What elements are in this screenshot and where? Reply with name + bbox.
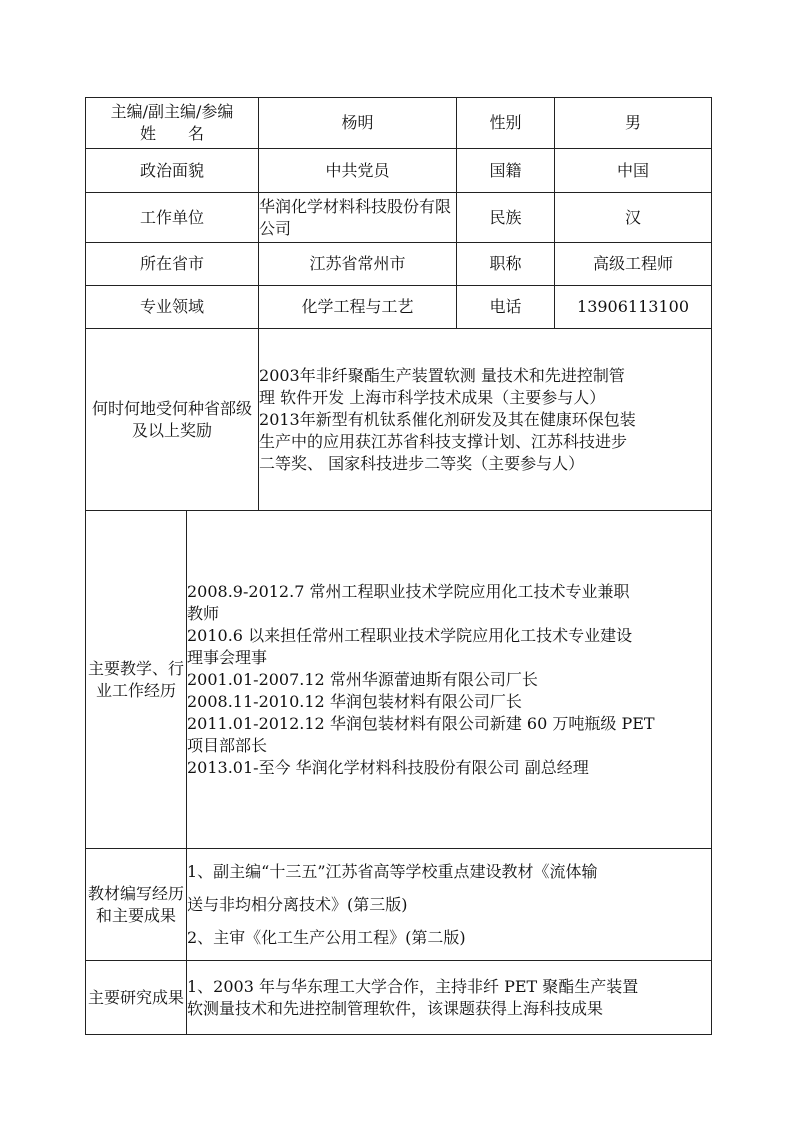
research-row [86, 961, 712, 1035]
experience-line: 理事会理事 [187, 647, 268, 667]
awards-row [86, 329, 712, 511]
experience-line: 2001.01-2007.12 常州华源蕾迪斯有限公司厂长 [187, 669, 538, 689]
ethnicity-label: 民族 [457, 193, 555, 243]
name-label-line2: 姓 名 [140, 124, 205, 143]
political-status-value: 中共党员 [259, 149, 457, 193]
nationality-label: 国籍 [457, 149, 555, 193]
political-status-label: 政治面貌 [86, 149, 259, 193]
experience-content [187, 511, 712, 849]
awards-line: 二等奖、 国家科技进步二等奖（主要参与人） [259, 453, 585, 473]
experience-label: 主要教学、行业工作经历 [86, 511, 187, 849]
experience-line: 2008.11-2010.12 华润包装材料有限公司厂长 [187, 691, 522, 711]
awards-label: 何时何地受何种省部级及以上奖励 [86, 329, 259, 511]
name-row [86, 98, 712, 149]
nationality-value: 中国 [555, 149, 712, 193]
awards-line: 生产中的应用获江苏省科技支撑计划、江苏科技进步 [259, 431, 628, 451]
name-label-line1: 主编/副主编/参编 [110, 102, 234, 121]
experience-line: 2011.01-2012.12 华润包装材料有限公司新建 60 万吨瓶级 PET [187, 713, 655, 733]
awards-line: 2003年非纤聚酯生产装置软测 量技术和先进控制管 [259, 365, 625, 385]
experience-row [86, 511, 712, 849]
experience-line: 2008.9-2012.7 常州工程职业技术学院应用化工技术专业兼职 [187, 581, 630, 601]
textbooks-line: 2、主审《化工生产公用工程》(第二版) [187, 928, 466, 947]
field-value: 化学工程与工艺 [259, 286, 457, 329]
job-title-label: 职称 [457, 243, 555, 286]
textbooks-content [187, 849, 712, 961]
research-label: 主要研究成果 [86, 961, 187, 1035]
experience-line: 项目部部长 [187, 735, 268, 755]
textbooks-line: 1、副主编“十三五”江苏省高等学校重点建设教材《流体输 [187, 862, 598, 881]
location-value: 江苏省常州市 [259, 243, 457, 286]
awards-line: 2013年新型有机钛系催化剂研发及其在健康环保包装 [259, 409, 636, 429]
textbooks-row [86, 849, 712, 961]
phone-value: 13906113100 [555, 286, 712, 329]
textbooks-line: 送与非均相分离技术》(第三版) [187, 895, 408, 914]
name-value: 杨明 [259, 98, 457, 149]
gender-value: 男 [555, 98, 712, 149]
phone-label: 电话 [457, 286, 555, 329]
research-line: 软测量技术和先进控制管理软件，该课题获得上海科技成果 [187, 998, 604, 1018]
awards-line: 理 软件开发 上海市科学技术成果（主要参与人） [259, 387, 606, 407]
political-status-row [86, 149, 712, 193]
gender-label: 性别 [457, 98, 555, 149]
employer-label: 工作单位 [86, 193, 259, 243]
research-content [187, 961, 712, 1035]
employer-row [86, 193, 712, 243]
experience-line: 2013.01-至今 华润化学材料科技股份有限公司 副总经理 [187, 757, 589, 777]
experience-line: 2010.6 以来担任常州工程职业技术学院应用化工技术专业建设 [187, 625, 633, 645]
research-line: 1、2003 年与华东理工大学合作，主持非纤 PET 聚酯生产装置 [187, 976, 639, 996]
ethnicity-value: 汉 [555, 193, 712, 243]
experience-line: 教师 [187, 603, 220, 623]
awards-content [259, 329, 712, 511]
field-row [86, 286, 712, 329]
job-title-value: 高级工程师 [555, 243, 712, 286]
location-row [86, 243, 712, 286]
location-label: 所在省市 [86, 243, 259, 286]
field-label: 专业领域 [86, 286, 259, 329]
employer-value: 华润化学材料科技股份有限公司 [259, 193, 457, 243]
textbooks-label: 教材编写经历和主要成果 [86, 849, 187, 961]
name-label [86, 98, 259, 149]
personal-info-table [85, 97, 712, 1035]
